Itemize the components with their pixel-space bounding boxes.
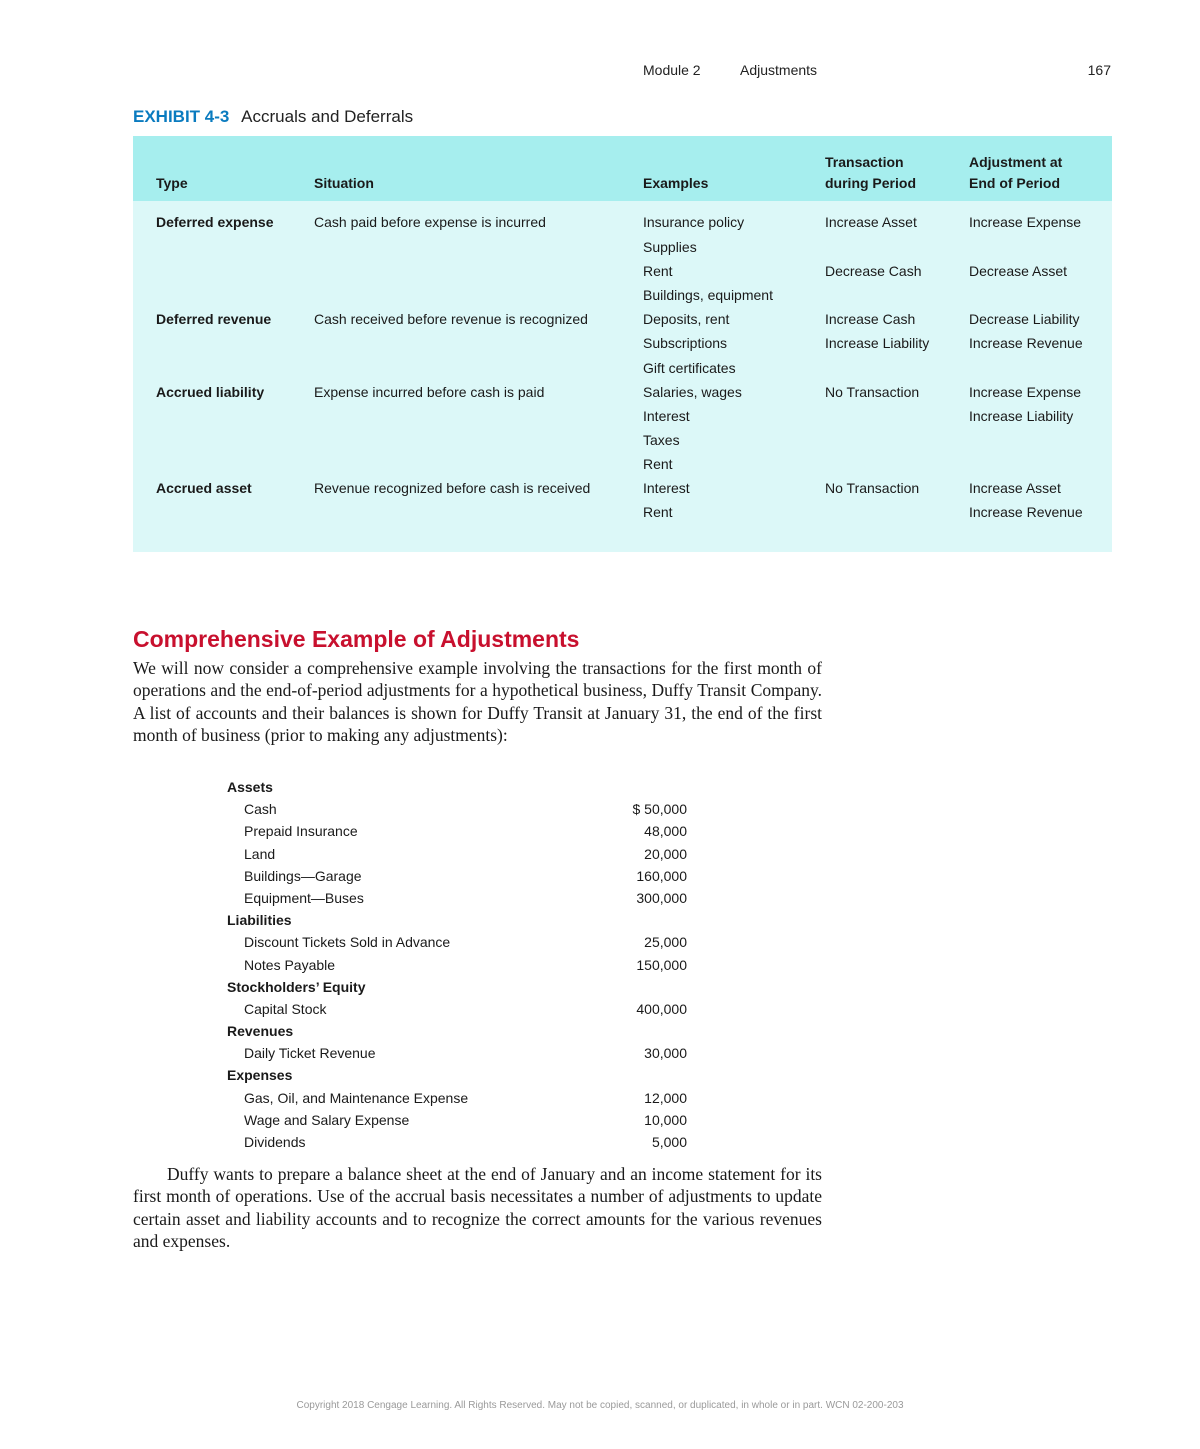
account-row [227,931,697,953]
cell-transaction [825,283,969,307]
cell-adjustment: Increase Expense [969,383,1082,400]
table-row [133,452,1112,476]
cell-examples: Subscriptions [643,335,728,352]
cell-type [133,428,314,452]
cell-transaction [825,355,969,379]
account-row [227,1042,697,1064]
account-name: Capital Stock [244,1000,327,1017]
cell-transaction [825,500,969,524]
account-amount: 30,000 [644,1045,687,1062]
table-body [133,201,1112,524]
account-row [227,887,697,909]
table-row [133,380,1112,404]
page-number: 167 [1087,62,1111,78]
cell-adjustment [969,428,1112,452]
cell-examples: Rent [643,263,673,280]
account-name: Daily Ticket Revenue [244,1045,376,1062]
account-row [227,1131,697,1153]
account-row [227,798,697,820]
cell-transaction [825,452,969,476]
cell-transaction: Increase Cash [825,311,916,328]
cell-type: Accrued asset [156,479,252,496]
exhibit-title: Accruals and Deferrals [241,107,414,126]
table-row [133,283,1112,307]
cell-adjustment: Increase Revenue [969,504,1083,521]
cell-type [133,452,314,476]
cell-examples: Salaries, wages [643,383,742,400]
intro-paragraph: We will now consider a comprehensive example involving the transactions for the first month of operations and the end-of-period adjustments for a hypothetical business, Duffy Transit Company. A list of accounts and their balances is shown for Duffy Transit at January 31, the end of the first month of business (prior to making any adjustments): [133,658,822,745]
account-row [227,954,697,976]
account-balances-list [227,776,697,1153]
account-name: Cash [244,801,277,818]
account-name: Land [244,845,276,862]
accruals-deferrals-table [133,136,1112,524]
account-name: Equipment—Buses [244,889,364,906]
table-row [133,476,1112,500]
account-amount: 12,000 [644,1089,687,1106]
account-amount: 48,000 [644,823,687,840]
cell-examples: Deposits, rent [643,311,730,328]
header-transaction-line2: during Period [825,175,916,191]
cell-situation: Cash received before revenue is recognized [314,311,588,328]
account-row [227,820,697,842]
table-row [133,428,1112,452]
cell-adjustment [969,452,1112,476]
section-heading: Comprehensive Example of Adjustments [133,626,580,652]
header-adjustment-line2: End of Period [969,175,1060,191]
account-name: Wage and Salary Expense [244,1111,410,1128]
account-row [227,1087,697,1109]
account-amount: 160,000 [636,867,687,884]
header-type: Type [133,136,314,201]
table-row [133,307,1112,331]
running-head [0,62,1200,82]
table-row [133,355,1112,379]
account-row [227,998,697,1020]
cell-situation [314,331,643,355]
header-adjustment [969,136,1112,201]
running-head-section: Adjustments [740,62,818,78]
table-row [133,500,1112,524]
account-name: Dividends [244,1134,306,1150]
table-row [133,201,1112,235]
account-category: Revenues [227,1023,294,1040]
account-amount: 150,000 [636,956,687,973]
cell-examples: Interest [643,407,690,424]
cell-examples: Buildings, equipment [643,287,773,304]
cell-adjustment: Increase Revenue [969,335,1083,352]
header-adjustment-line1: Adjustment at [969,154,1063,170]
closing-paragraph: Duffy wants to prepare a balance sheet at the end of January and an income statement for its first month of operations. Use of the accrual basis necessitates a number of adjustments to update certain asset and liability accounts and to recognize the correct amounts for the various revenues and expenses. [133,1164,822,1251]
cell-examples: Gift certificates [643,359,736,376]
cell-situation [314,428,643,452]
account-category: Expenses [227,1067,293,1084]
account-amount: 10,000 [644,1111,687,1128]
account-amount: 20,000 [644,845,687,862]
table-row [133,259,1112,283]
cell-type [133,331,314,355]
cell-situation [314,259,643,283]
cell-transaction: No Transaction [825,479,920,496]
running-head-module: Module 2 [643,62,701,78]
account-amount: 400,000 [636,1000,687,1017]
exhibit-table-box [133,136,1112,552]
cell-examples: Rent [643,455,673,472]
account-name: Discount Tickets Sold in Advance [244,934,451,951]
account-amount: 5,000 [651,1134,687,1150]
cell-type: Accrued liability [156,383,265,400]
cell-situation [314,355,643,379]
cell-transaction: Increase Asset [825,214,917,230]
cell-transaction [825,235,969,259]
cell-adjustment: Increase Asset [969,479,1061,496]
account-name: Gas, Oil, and Maintenance Expense [244,1089,469,1106]
cell-adjustment: Decrease Liability [969,311,1080,328]
cell-adjustment [969,355,1112,379]
account-row [227,865,697,887]
account-row [227,1109,697,1131]
cell-adjustment [969,283,1112,307]
account-name: Prepaid Insurance [244,823,358,840]
cell-situation: Revenue recognized before cash is received [314,479,591,496]
cell-adjustment: Increase Liability [969,407,1074,424]
header-transaction-line1: Transaction [825,154,904,170]
table-row [133,331,1112,355]
account-name: Notes Payable [244,956,336,973]
header-situation: Situation [314,136,643,201]
cell-transaction [825,404,969,428]
cell-situation: Cash paid before expense is incurred [314,214,546,230]
cell-situation [314,500,643,524]
account-category: Liabilities [227,912,292,929]
cell-adjustment: Increase Expense [969,214,1082,230]
account-amount: 300,000 [636,889,687,906]
exhibit-label: EXHIBIT 4-3 [133,107,230,126]
cell-adjustment: Decrease Asset [969,263,1068,280]
cell-transaction: Increase Liability [825,335,930,352]
cell-type: Deferred expense [156,214,274,230]
cell-examples: Rent [643,504,673,521]
header-transaction [825,136,969,201]
cell-adjustment [969,235,1112,259]
account-category: Assets [227,779,273,795]
cell-situation [314,404,643,428]
cell-type [133,235,314,259]
table-row [133,235,1112,259]
copyright-footer: Copyright 2018 Cengage Learning. All Rights Reserved. May not be copied, scanned, or duplicated, in whole or in part. WCN 02-200-203 [296,1400,904,1411]
cell-type [133,500,314,524]
cell-situation [314,235,643,259]
exhibit-caption [133,107,413,127]
cell-examples: Insurance policy [643,214,745,230]
cell-examples: Taxes [643,431,680,448]
cell-situation: Expense incurred before cash is paid [314,383,545,400]
account-amount: $ 50,000 [632,801,687,818]
cell-type [133,404,314,428]
cell-type [133,259,314,283]
account-name: Buildings—Garage [244,867,362,884]
cell-type [133,355,314,379]
header-examples: Examples [643,136,825,201]
table-header-row [133,136,1112,201]
account-amount: 25,000 [644,934,687,951]
account-row [227,843,697,865]
account-category: Stockholders’ Equity [227,978,366,995]
cell-type [133,283,314,307]
cell-situation [314,452,643,476]
cell-transaction [825,428,969,452]
cell-situation [314,283,643,307]
table-row [133,404,1112,428]
cell-type: Deferred revenue [156,311,272,328]
cell-transaction: No Transaction [825,383,920,400]
cell-examples: Interest [643,479,690,496]
cell-transaction: Decrease Cash [825,263,922,280]
cell-examples: Supplies [643,239,697,256]
